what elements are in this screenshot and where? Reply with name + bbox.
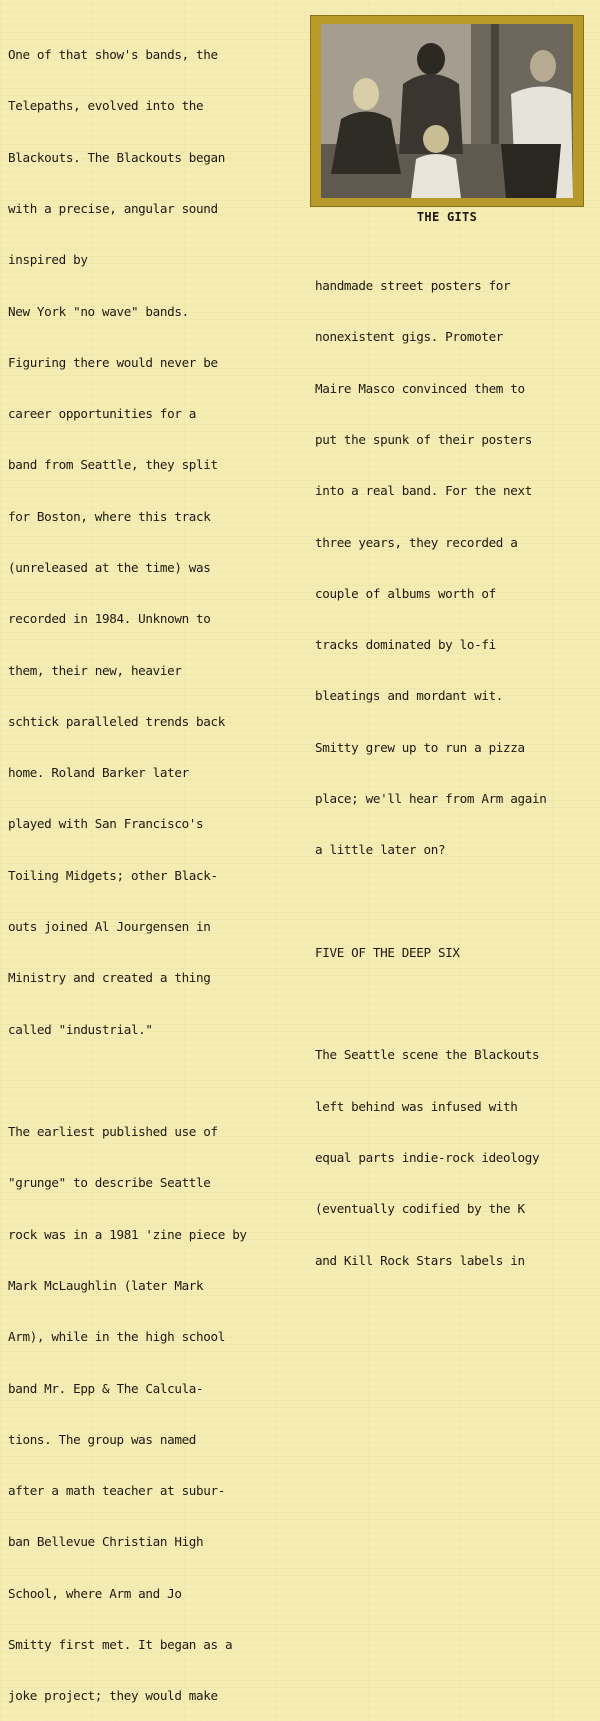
paragraph-gap bbox=[315, 893, 595, 910]
text-line: with a precise, angular sound bbox=[8, 201, 218, 217]
text-line: three years, they recorded a bbox=[315, 534, 518, 550]
text-line: couple of albums worth of bbox=[315, 585, 496, 601]
text-line: Telepaths, evolved into the bbox=[8, 98, 204, 114]
text-line: them, their new, heavier bbox=[8, 662, 182, 678]
text-line: called "industrial." bbox=[8, 1021, 153, 1037]
photo-frame bbox=[310, 15, 584, 207]
text-line: put the spunk of their posters bbox=[315, 432, 532, 448]
text-line: nonexistent gigs. Promoter bbox=[315, 329, 504, 345]
text-line: Arm), while in the high school bbox=[8, 1329, 225, 1345]
text-line: bleatings and mordant wit. bbox=[315, 688, 504, 704]
text-line: recorded in 1984. Unknown to bbox=[8, 611, 211, 627]
text-line: schtick paralleled trends back bbox=[8, 713, 225, 729]
band-photo-illustration bbox=[321, 24, 573, 198]
photo-caption: THE GITS bbox=[416, 210, 478, 224]
text-line: Toiling Midgets; other Black- bbox=[8, 867, 218, 883]
paragraph-gap bbox=[8, 1072, 300, 1089]
text-line: The Seattle scene the Blackouts bbox=[315, 1047, 540, 1063]
text-line: Maire Masco convinced them to bbox=[315, 380, 525, 396]
text-line: place; we'll hear from Arm again bbox=[315, 791, 547, 806]
text-line: inspired by bbox=[8, 252, 88, 268]
text-line: band from Seattle, they split bbox=[8, 457, 218, 473]
band-photo bbox=[321, 24, 573, 198]
text-line: "grunge" to describe Seattle bbox=[8, 1175, 211, 1191]
text-line: School, where Arm and Jo bbox=[8, 1585, 182, 1601]
left-text-column bbox=[8, 12, 300, 1721]
text-line: Ministry and created a thing bbox=[8, 970, 211, 986]
text-line: after a math teacher at subur- bbox=[8, 1483, 225, 1499]
text-line: and Kill Rock Stars labels in bbox=[315, 1252, 525, 1268]
text-line: One of that show's bands, the bbox=[8, 47, 218, 63]
text-line: Blackouts. The Blackouts began bbox=[8, 149, 225, 165]
text-line: The earliest published use of bbox=[8, 1124, 218, 1140]
text-line: (unreleased at the time) was bbox=[8, 560, 211, 575]
paragraph-gap bbox=[315, 995, 595, 1012]
text-line: left behind was infused with bbox=[315, 1098, 518, 1114]
text-line: tracks dominated by lo-fi bbox=[315, 637, 496, 653]
text-line: a little later on? bbox=[315, 842, 446, 858]
text-line: ban Bellevue Christian High bbox=[8, 1534, 204, 1550]
text-line: Smitty first met. It began as a bbox=[8, 1636, 233, 1652]
text-line: band Mr. Epp & The Calcula- bbox=[8, 1380, 204, 1396]
text-line: career opportunities for a bbox=[8, 406, 197, 422]
text-line: outs joined Al Jourgensen in bbox=[8, 918, 211, 934]
text-line: played with San Francisco's bbox=[8, 816, 204, 832]
text-line: for Boston, where this track bbox=[8, 508, 211, 524]
text-line: into a real band. For the next bbox=[315, 483, 532, 499]
text-line: Mark McLaughlin (later Mark bbox=[8, 1277, 204, 1293]
text-line: rock was in a 1981 'zine piece by bbox=[8, 1226, 247, 1242]
text-line: home. Roland Barker later bbox=[8, 765, 189, 781]
text-line: Figuring there would never be bbox=[8, 354, 218, 370]
text-line: handmade street posters for bbox=[315, 278, 511, 294]
text-line: New York "no wave" bands. bbox=[8, 303, 189, 319]
text-line: joke project; they would make bbox=[8, 1688, 218, 1704]
text-line: tions. The group was named bbox=[8, 1431, 197, 1447]
right-text-column bbox=[315, 243, 595, 1286]
text-line: (eventually codified by the K bbox=[315, 1201, 525, 1217]
text-line: equal parts indie-rock ideology bbox=[315, 1149, 540, 1165]
section-heading: FIVE OF THE DEEP SIX bbox=[315, 944, 460, 960]
text-line: Smitty grew up to run a pizza bbox=[315, 739, 525, 755]
